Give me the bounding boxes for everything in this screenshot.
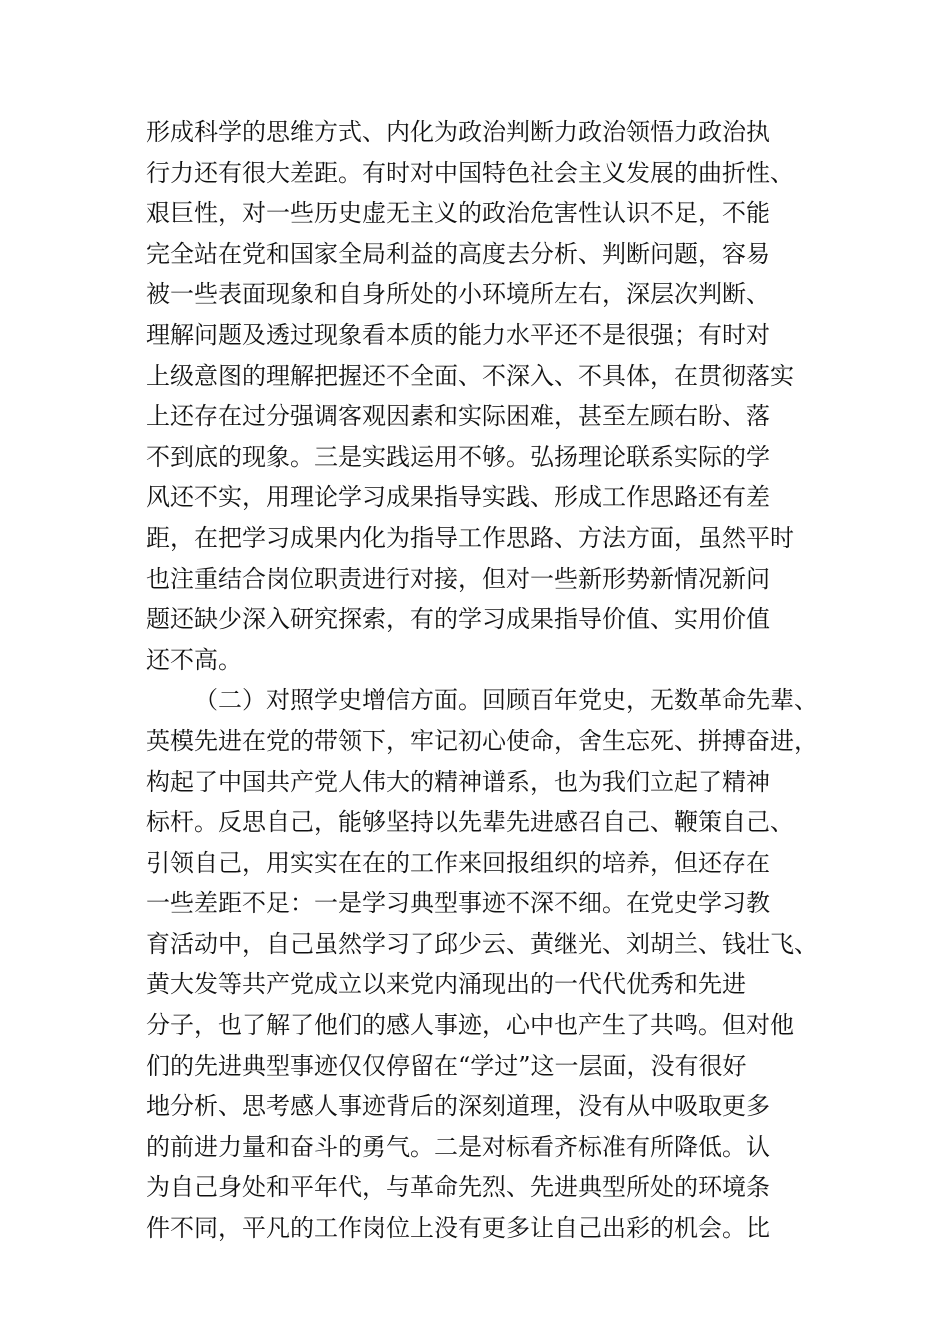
text-line: 理解问题及透过现象看本质的能力水平还不是很强；有时对 (146, 320, 770, 349)
text-line: 形成科学的思维方式、内化为政治判断力政治领悟力政治执 (146, 118, 770, 146)
text-line: 分子，也了解了他们的感人事迹，心中也产生了共鸣。但对他 (146, 1011, 794, 1040)
text-line: 上还存在过分强调客观因素和实际困难，甚至左顾右盼、落 (146, 402, 770, 431)
text-line: 标杆。反思自己，能够坚持以先辈先进感召自己、鞭策自己、 (146, 808, 794, 837)
text-line: 件不同，平凡的工作岗位上没有更多让自己出彩的机会。比 (146, 1214, 770, 1243)
text-line: 构起了中国共产党人伟大的精神谱系，也为我们立起了精神 (146, 767, 770, 796)
text-line: 育活动中，自己虽然学习了邱少云、黄继光、刘胡兰、钱壮飞、 (146, 929, 818, 958)
text-line: 地分析、思考感人事迹背后的深刻道理，没有从中吸取更多 (146, 1092, 770, 1121)
text-line: 完全站在党和国家全局利益的高度去分析、判断问题，容易 (146, 239, 770, 268)
text-line: 题还缺少深入研究探索，有的学习成果指导价值、实用价值 (146, 605, 770, 634)
text-line: 引领自己，用实实在在的工作来回报组织的培养，但还存在 (146, 848, 770, 877)
text-line: 还不高。 (146, 645, 242, 674)
text-line: 黄大发等共产党成立以来党内涌现出的一代代优秀和先进 (146, 970, 746, 999)
text-line: 行力还有很大差距。有时对中国特色社会主义发展的曲折性、 (146, 158, 794, 187)
text-line: 英模先进在党的带领下，牢记初心使命，舍生忘死、拼搏奋进， (146, 726, 818, 755)
text-line: 为自己身处和平年代，与革命先烈、先进典型所处的环境条 (146, 1173, 770, 1202)
paragraph-start-line: （二）对照学史增信方面。回顾百年党史，无数革命先辈、 (194, 686, 818, 715)
text-line: 也注重结合岗位职责进行对接，但对一些新形势新情况新问 (146, 564, 770, 593)
document-body (146, 112, 818, 1249)
text-line: 们的先进典型事迹仅仅停留在“学过”这一层面，没有很好 (146, 1051, 747, 1080)
text-line: 不到底的现象。三是实践运用不够。弘扬理论联系实际的学 (146, 442, 770, 471)
text-line: 的前进力量和奋斗的勇气。二是对标看齐标准有所降低。认 (146, 1132, 770, 1161)
text-line: 风还不实，用理论学习成果指导实践、形成工作思路还有差 (146, 483, 770, 512)
text-line: 艰巨性，对一些历史虚无主义的政治危害性认识不足，不能 (146, 199, 770, 228)
text-line: 上级意图的理解把握还不全面、不深入、不具体，在贯彻落实 (146, 361, 794, 390)
text-line: 一些差距不足：一是学习典型事迹不深不细。在党史学习教 (146, 889, 770, 918)
text-line: 被一些表面现象和自身所处的小环境所左右，深层次判断、 (146, 280, 770, 309)
text-line: 距，在把学习成果内化为指导工作思路、方法方面，虽然平时 (146, 523, 794, 552)
